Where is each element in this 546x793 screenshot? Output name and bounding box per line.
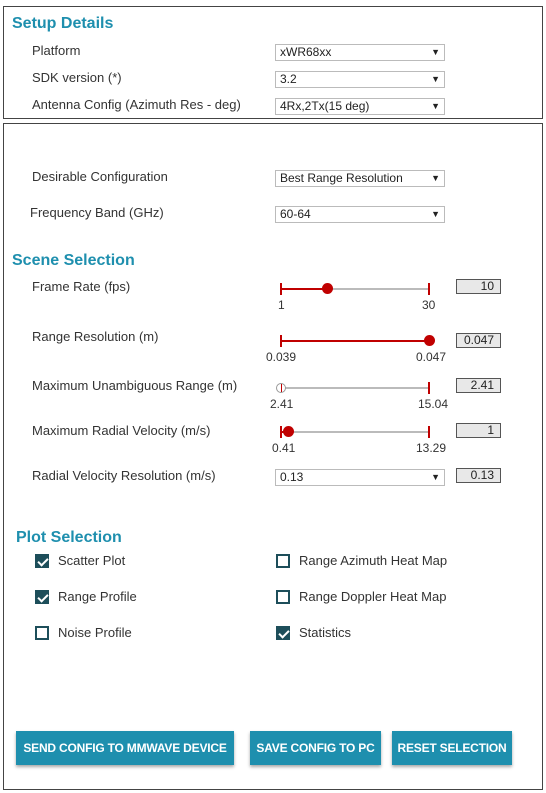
max-range-slider[interactable]	[270, 379, 449, 419]
slider-thumb[interactable]	[276, 383, 286, 393]
slider-max-label: 30	[422, 298, 436, 312]
sdk-version-value: 3.2	[280, 72, 297, 86]
slider-min-label: 0.039	[266, 350, 297, 364]
range-resolution-label: Range Resolution (m)	[32, 329, 159, 344]
slider-min-tick	[280, 335, 282, 347]
slider-fill	[280, 340, 429, 342]
noise-profile-label: Noise Profile	[58, 625, 132, 640]
frame-rate-value: 10	[456, 279, 501, 294]
max-range-label: Maximum Unambiguous Range (m)	[32, 378, 238, 393]
slider-min-label: 0.41	[272, 441, 296, 455]
antenna-config-value: 4Rx,2Tx(15 deg)	[280, 99, 370, 113]
range-resolution-slider[interactable]	[266, 332, 447, 372]
range-azimuth-checkbox[interactable]	[276, 554, 290, 568]
slider-min-label: 2.41	[270, 397, 294, 411]
velocity-resolution-select[interactable]	[275, 469, 445, 486]
slider-thumb[interactable]	[424, 335, 435, 346]
antenna-config-label: Antenna Config (Azimuth Res - deg)	[32, 97, 241, 112]
slider-thumb[interactable]	[283, 426, 294, 437]
slider-max-label: 13.29	[416, 441, 447, 455]
scatter-plot-label: Scatter Plot	[58, 553, 126, 568]
max-velocity-value: 1	[456, 423, 501, 438]
save-config-button[interactable]: SAVE CONFIG TO PC	[250, 731, 381, 765]
send-config-button[interactable]: SEND CONFIG TO MMWAVE DEVICE	[16, 731, 234, 765]
slider-min-tick	[280, 426, 282, 438]
max-velocity-label: Maximum Radial Velocity (m/s)	[32, 423, 211, 438]
range-doppler-checkbox[interactable]	[276, 590, 290, 604]
frame-rate-slider[interactable]	[278, 280, 436, 320]
statistics-checkbox[interactable]	[276, 626, 290, 640]
antenna-config-select[interactable]	[275, 98, 445, 115]
plot-selection-title: Plot Selection	[16, 529, 122, 546]
velocity-resolution-value: 0.13	[280, 470, 304, 484]
desirable-config-value: Best Range Resolution	[280, 171, 403, 185]
sdk-version-select[interactable]	[275, 71, 445, 88]
range-profile-label: Range Profile	[58, 589, 137, 604]
max-range-value: 2.41	[456, 378, 501, 393]
frequency-band-value: 60-64	[280, 207, 311, 221]
desirable-config-label: Desirable Configuration	[32, 169, 168, 184]
scene-selection-title: Scene Selection	[12, 252, 135, 269]
max-velocity-slider[interactable]	[272, 423, 447, 463]
scatter-plot-checkbox[interactable]	[35, 554, 49, 568]
platform-value: xWR68xx	[280, 45, 332, 59]
platform-select[interactable]	[275, 44, 445, 61]
range-resolution-value: 0.047	[456, 333, 501, 348]
chevron-down-icon: ▼	[431, 47, 440, 57]
statistics-label: Statistics	[299, 625, 352, 640]
velocity-resolution-label: Radial Velocity Resolution (m/s)	[32, 468, 216, 483]
slider-min-label: 1	[278, 298, 285, 312]
slider-max-tick	[428, 426, 430, 438]
setup-details-title: Setup Details	[12, 15, 114, 32]
slider-thumb[interactable]	[322, 283, 333, 294]
noise-profile-checkbox[interactable]	[35, 626, 49, 640]
reset-selection-button[interactable]: RESET SELECTION	[392, 731, 512, 765]
platform-label: Platform	[32, 43, 81, 58]
slider-max-label: 15.04	[418, 397, 449, 411]
range-azimuth-label: Range Azimuth Heat Map	[299, 553, 448, 568]
slider-min-tick	[280, 283, 282, 295]
sdk-version-label: SDK version (*)	[32, 70, 122, 85]
chevron-down-icon: ▼	[431, 101, 440, 111]
chevron-down-icon: ▼	[431, 173, 440, 183]
frame-rate-label: Frame Rate (fps)	[32, 279, 131, 294]
slider-max-label: 0.047	[416, 350, 447, 364]
range-doppler-label: Range Doppler Heat Map	[299, 589, 447, 604]
config-panel	[3, 123, 543, 790]
frequency-band-label: Frequency Band (GHz)	[30, 205, 164, 220]
slider-max-tick	[428, 283, 430, 295]
desirable-config-select[interactable]	[275, 170, 445, 187]
setup-details-panel	[3, 6, 543, 119]
chevron-down-icon: ▼	[431, 472, 440, 482]
frequency-band-select[interactable]	[275, 206, 445, 223]
chevron-down-icon: ▼	[431, 74, 440, 84]
slider-track	[280, 431, 430, 433]
slider-fill	[280, 288, 327, 290]
velocity-resolution-box: 0.13	[456, 468, 501, 483]
slider-track	[280, 387, 430, 389]
range-profile-checkbox[interactable]	[35, 590, 49, 604]
chevron-down-icon: ▼	[431, 209, 440, 219]
slider-max-tick	[428, 382, 430, 394]
